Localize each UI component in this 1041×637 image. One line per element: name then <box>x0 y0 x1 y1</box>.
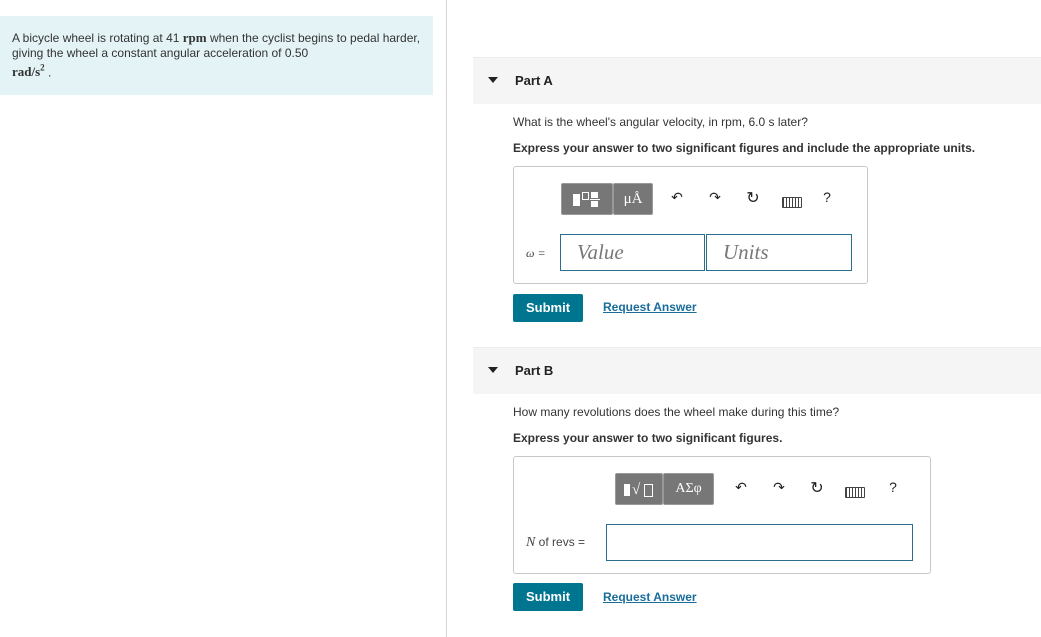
unit-rad-per-s2: rad/$s^2$ <box>12 63 45 80</box>
help-icon[interactable]: ? <box>823 189 831 205</box>
undo-icon[interactable]: ↶ <box>671 189 683 205</box>
part-b-request-answer-link[interactable]: Request Answer <box>603 590 697 604</box>
part-b-question: How many revolutions does the wheel make during this time? <box>513 405 840 419</box>
part-b-toolbar <box>615 473 714 505</box>
part-a-title: Part A <box>515 73 553 88</box>
part-b-submit-button[interactable]: Submit <box>513 583 583 611</box>
value-placeholder: Value <box>577 240 624 264</box>
part-a-instruction: Express your answer to two significant figures and include the appropriate units. <box>513 141 976 155</box>
collapse-triangle-icon[interactable] <box>488 367 498 373</box>
templates-button[interactable] <box>561 183 613 215</box>
fraction-template-icon <box>573 191 603 209</box>
part-a-header[interactable] <box>473 57 1041 104</box>
part-b-instruction: Express your answer to two significant figures. <box>513 431 783 445</box>
part-a-submit-button[interactable]: Submit <box>513 294 583 322</box>
part-a-toolbar <box>561 183 653 215</box>
reset-icon[interactable]: ↻ <box>810 480 824 497</box>
undo-icon[interactable]: ↶ <box>735 479 747 495</box>
part-a-answer-box <box>513 166 868 284</box>
column-divider <box>446 0 447 637</box>
problem-statement: A bicycle wheel is rotating at 41 rpm when the cyclist begins to pedal harder, giving the wheel a constant angular acceleration of 0.50 rad/$s^2$ . <box>12 30 421 80</box>
part-a-question: What is the wheel's angular velocity, in rpm, 6.0 s later? <box>513 115 808 129</box>
keyboard-icon[interactable] <box>845 487 865 498</box>
reset-icon[interactable]: ↻ <box>746 190 760 207</box>
radical-template-icon: √ <box>624 481 656 499</box>
redo-icon[interactable]: ↷ <box>773 479 785 495</box>
part-b-title: Part B <box>515 363 554 378</box>
redo-icon[interactable]: ↷ <box>709 189 721 205</box>
keyboard-icon[interactable] <box>782 197 802 208</box>
part-b-answer-box <box>513 456 931 574</box>
units-placeholder: Units <box>723 240 769 264</box>
revs-input[interactable] <box>606 524 913 561</box>
part-a-request-answer-link[interactable]: Request Answer <box>603 300 697 314</box>
greek-symbols-button[interactable]: ΑΣφ <box>663 473 714 505</box>
units-button[interactable]: μÅ <box>613 183 653 215</box>
templates-button[interactable] <box>615 473 663 505</box>
value-input[interactable] <box>560 234 705 271</box>
part-b-header[interactable] <box>473 347 1041 394</box>
unit-rpm: rpm <box>182 30 207 45</box>
revs-label: N of revs = <box>526 535 586 550</box>
collapse-triangle-icon[interactable] <box>488 77 498 83</box>
omega-label: ω = <box>526 246 546 260</box>
help-icon[interactable]: ? <box>889 479 897 495</box>
units-input[interactable] <box>706 234 852 271</box>
